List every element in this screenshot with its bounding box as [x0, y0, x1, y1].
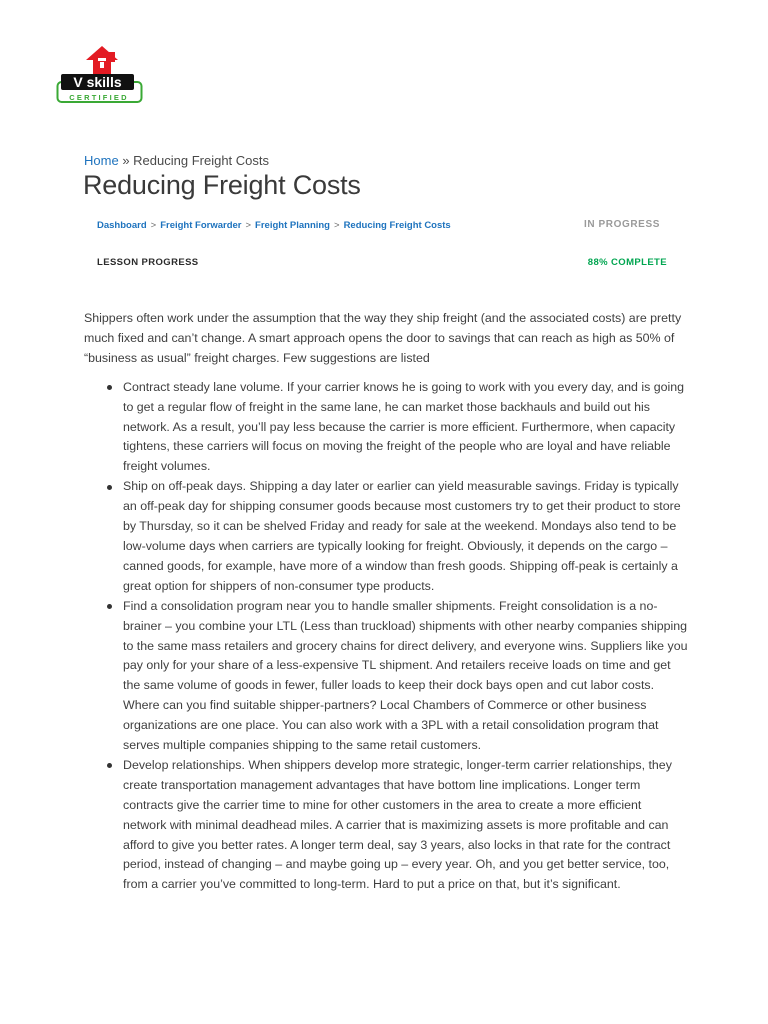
crumb-separator: > — [150, 220, 157, 231]
lesson-crumb-freight-planning[interactable]: Freight Planning — [255, 220, 330, 231]
intro-paragraph: Shippers often work under the assumption that the way they ship freight (and the associated costs) are pretty much fixed and can’t change. A smart approach opens the door to savings that can reach as high as 50% of “business as usual” freight charges. Few suggestions are listed — [84, 311, 682, 365]
lesson-crumb-dashboard[interactable]: Dashboard — [97, 220, 147, 231]
breadcrumb-current: Reducing Freight Costs — [133, 153, 270, 168]
logo-badge-text: CERTIFIED — [69, 93, 129, 102]
lesson-progress-label: LESSON PROGRESS — [97, 257, 199, 268]
logo-brand-text: V skills — [73, 74, 122, 90]
lesson-crumb-reducing-freight-costs[interactable]: Reducing Freight Costs — [343, 220, 451, 231]
list-item: Develop relationships. When shippers develop more strategic, longer-term carrier relationships, they create transportation management advantages that have bottom line implications. Longer term contracts give the carrier time to mine for other customers in the area to create a more efficient network with minimal deadhead miles. A carrier that is maximizing assets is more profitable and can afford to give you better rates. A longer term deal, say 3 years, also locks in that rate for the contract period, instead of changing – and maybe going up – every year. Oh, and you get better service, too, from a carrier you’ve committed to long-term. Hard to put a price on that, but it’s significant. — [123, 756, 688, 895]
crumb-separator: > — [334, 220, 340, 231]
crumb-separator: > — [245, 220, 252, 231]
suggestions-list — [84, 378, 688, 896]
list-item: Contract steady lane volume. If your carrier knows he is going to work with you every day, and is going to get a regular flow of freight in the same lane, he can market those backhauls and build out his network. As a result, you’ll pay less because the carrier is more efficient. Furthermore, when capacity tightens, these carriers will focus on moving the freight of the people who are loyal and have reliable freight volumes. — [123, 378, 688, 478]
vskills-certified-logo[interactable] — [56, 44, 144, 106]
lesson-crumb-freight-forwarder[interactable]: Freight Forwarder — [160, 220, 242, 231]
breadcrumb-separator: » — [122, 153, 130, 168]
list-item: Find a consolidation program near you to handle smaller shipments. Freight consolidation is a no-brainer – you combine your LTL (Less than truckload) shipments with other nearby companies shipping to the same mass retailers and grocery chains for direct delivery, and everyone wins. Suppliers like you pay only for your share of a less-expensive TL shipment. And retailers receive loads on time and get the same volume of goods in fewer, fuller loads to keep their dock bays open and cut labor costs. Where can you find suitable shipper-partners? Local Chambers of Commerce or other business organizations are one place. You can also work with a 3PL with a retail consolidation program that serves multiple companies shipping to the same retail customers. — [123, 597, 688, 756]
page-title: Reducing Freight Costs — [83, 170, 361, 200]
breadcrumb — [84, 153, 269, 168]
lesson-breadcrumb — [97, 220, 451, 231]
lesson-progress-value: 88% COMPLETE — [587, 257, 667, 268]
list-item: Ship on off-peak days. Shipping a day later or earlier can yield measurable savings. Friday is typically an off-peak day for shipping consumer goods because most customers try to get their product to store by Thursday, so it can be shelved Friday and ready for sale at the weekend. Mondays also tend to be low-volume days when carriers are typically looking for freight. Obviously, it depends on the cargo – canned goods, for example, have more of a window than fresh goods. Shipping off-peak is certainly a great option for shippers of non-consumer type products. — [123, 477, 688, 596]
lesson-content — [84, 309, 688, 895]
lesson-status-badge: IN PROGRESS — [583, 219, 660, 230]
breadcrumb-home-link[interactable]: Home — [84, 153, 119, 168]
logo-graphic — [56, 44, 144, 106]
